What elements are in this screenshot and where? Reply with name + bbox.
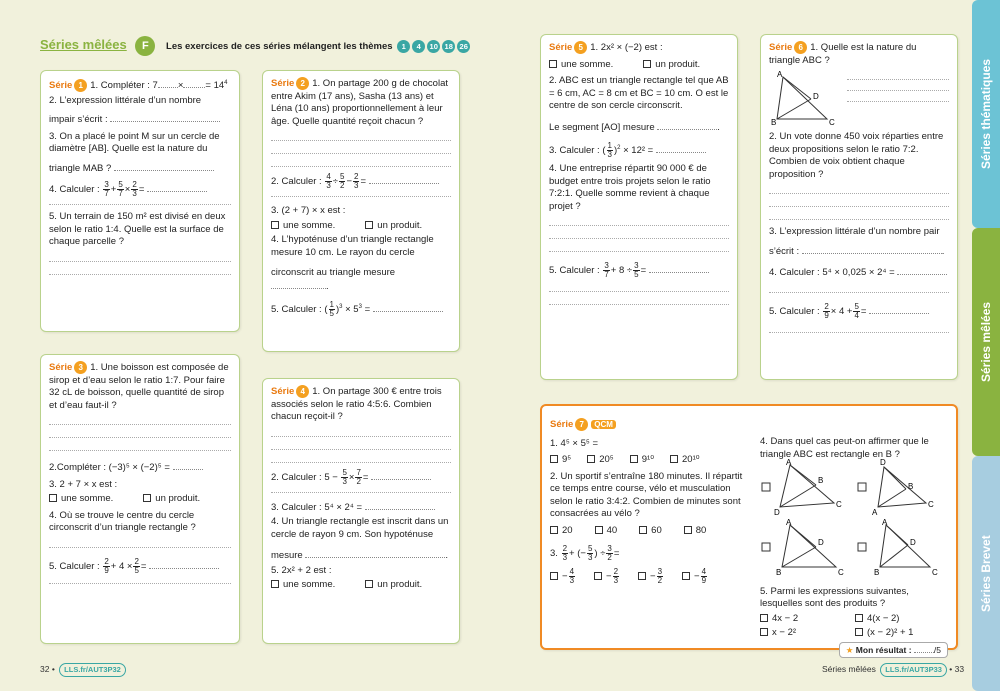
answer-line[interactable] xyxy=(49,583,231,584)
qcm-checkbox[interactable] xyxy=(855,628,863,636)
answer-line[interactable] xyxy=(549,238,729,239)
qcm-option xyxy=(550,454,571,467)
s1-q3-answer[interactable] xyxy=(114,162,214,171)
s7-q3-text: 3. xyxy=(550,548,558,560)
svg-text:D: D xyxy=(774,508,780,517)
s1-q1-exp: 4 xyxy=(224,80,228,86)
theme-badge[interactable]: 4 xyxy=(412,40,425,53)
qcm-checkbox[interactable] xyxy=(670,455,678,463)
qcm-option xyxy=(670,454,700,467)
s7-q3-checkbox[interactable] xyxy=(682,572,690,580)
s4-q5-text: 5. 2x² + 2 est : xyxy=(271,564,332,576)
svg-text:A: A xyxy=(786,518,792,527)
qcm-checkbox[interactable] xyxy=(855,614,863,622)
qcm-option-label: 20⁵ xyxy=(599,454,614,465)
s4-q4-text: 4. Un triangle rectangle est inscrit dans un cercle de rayon 9 cm. Son hypoténuse xyxy=(271,516,449,540)
serie-7-label: Série xyxy=(550,419,574,430)
qcm-checkbox[interactable] xyxy=(760,628,768,636)
footer-left xyxy=(40,663,126,678)
s1-q1-text: 1. Compléter : 7 xyxy=(90,80,158,92)
answer-line[interactable] xyxy=(847,79,949,80)
qcm-option-label: 9⁵ xyxy=(562,454,572,465)
s6-q3-answer-label: s’écrit : xyxy=(769,245,800,257)
s7-q5-text: 5. Parmi les expressions suivantes, lesquelles sont des produits ? xyxy=(760,585,909,609)
qcm-option xyxy=(855,627,950,640)
qcm-option-label: 4(x − 2) xyxy=(867,612,900,624)
answer-line[interactable] xyxy=(769,292,949,293)
footer-link-left[interactable]: LLS.fr/AUT3P32 xyxy=(59,663,126,678)
s7-q5-options xyxy=(760,613,950,640)
answer-line[interactable] xyxy=(769,332,949,333)
svg-text:C: C xyxy=(836,500,842,509)
answer-line[interactable] xyxy=(549,304,729,305)
s2-q3-text: 3. (2 + 7) × x est : xyxy=(271,205,346,216)
s3-q3-opt-product: un produit. xyxy=(155,493,201,504)
qcm-option xyxy=(855,613,950,626)
serie-2-card: Série 2 1. On partage 200 g de chocolat entre Akim (17 ans), Sasha (13 ans) et Léna (10 ans) proportionnellement à leur âge. Quelle quantité reçoit chacun ? 2. Calculer : $\frac{4}{3}$ ÷ $\frac{5}{2}$ − $\frac{2}{3}$ = 3. (2 + 7) × x est : une somme. un produit. 4. L’hypoténuse d’un triangle rectangle mesure 10 cm. Le rayon du cercle circonscrit au triangle mesure . 5. Calculer : ( $\frac{1}{5}$ )$^3 \times 5^3$ = xyxy=(262,70,460,352)
s5-q1-text: 1. 2x² × (−2) est : xyxy=(590,42,663,53)
qcm-option xyxy=(595,525,618,538)
s2-q1-text: 1. On partage 200 g de chocolat entre Akim (17 ans), Sasha (13 ans) et Léna (10 ans) proportionnellement à leur âge. Quelle quantité reçoit chacun ? xyxy=(271,78,448,127)
s1-q2-answer-label: impair s’écrit : xyxy=(49,114,108,126)
s1-q1-blank2[interactable] xyxy=(183,79,205,88)
qcm-option-label: 4x − 2 xyxy=(772,612,799,624)
answer-line[interactable] xyxy=(271,196,451,197)
serie-7-card: Série 7 QCM 1. 4⁵ × 5⁵ = 9⁵ 20⁵ 9¹⁰ 20¹⁰ 2. Un sportif s’entraîne 180 minutes. Il répartit ce temps entre course, vélo et musculation selon le ratio 3:4:2. Combien de minutes sont consacrées au vélo ? 20 40 60 80 3. $\frac{2}{3}$ + (− $\frac{5}{3}$ ) ÷ $\frac{3}{2}$ = − $\frac{4}{3}$ − $\frac{2}{3}$ − $\frac{3}{2}$ − $\frac{4}{9}$ 4. Dans quel cas peut-on affirmer que le triangle ABC est rectangle en B ? A B D C D B A C A D B C A D B C 5. Parmi les expressions suivantes, lesquelles sont des produits ? 4x − 2 4(x − 2) x − 2² (x − 2)² + 1 ★ Mon résultat : /5 xyxy=(540,404,958,650)
s5-q1-opt-sum: une somme. xyxy=(561,58,614,70)
answer-line[interactable] xyxy=(49,547,231,548)
s5-q1-checkbox-product[interactable] xyxy=(643,60,651,68)
qcm-option xyxy=(684,525,707,538)
answer-line[interactable] xyxy=(549,251,729,252)
s1-q4-answer[interactable] xyxy=(147,183,207,192)
svg-text:A: A xyxy=(872,508,878,517)
serie-7-number: 7 xyxy=(575,418,588,431)
svg-text:D: D xyxy=(818,538,824,547)
qcm-checkbox[interactable] xyxy=(630,455,638,463)
qcm-option xyxy=(639,525,662,538)
s2-q2-answer[interactable] xyxy=(369,175,439,184)
s7-q3-options: − $\frac{4}{3}$ − $\frac{2}{3}$ − $\frac{3}{2}$ − $\frac{4}{9}$ xyxy=(550,568,750,585)
svg-text:A: A xyxy=(786,458,792,467)
answer-line[interactable] xyxy=(271,462,451,463)
s7-q2-options xyxy=(550,525,750,538)
side-tabs xyxy=(970,0,1000,691)
s6-q3-answer[interactable] xyxy=(802,245,942,254)
s3-q3-text: 3. 2 + 7 × x est : xyxy=(49,478,118,490)
s7-q3-checkbox[interactable] xyxy=(550,572,558,580)
s2-q5-text: 5. Calculer : xyxy=(271,304,322,316)
tab-series-melees[interactable]: Séries mêlées xyxy=(972,228,1000,456)
answer-line[interactable] xyxy=(549,291,729,292)
qcm-option xyxy=(630,454,654,467)
answer-line[interactable] xyxy=(769,206,949,207)
qcm-checkbox[interactable] xyxy=(587,455,595,463)
s7-q4-text: 4. Dans quel cas peut-on affirmer que le triangle ABC est rectangle en B ? xyxy=(760,436,929,460)
s4-q5-checkbox-sum[interactable] xyxy=(271,580,279,588)
serie-5-label: Série xyxy=(549,42,573,53)
s5-q2-answer-label: Le segment [AO] mesure xyxy=(549,121,655,133)
s4-q5-opt-product: un produit. xyxy=(377,579,423,590)
serie-3-number: 3 xyxy=(74,361,87,374)
answer-line[interactable] xyxy=(49,424,231,425)
s3-q2-text: 2.Compléter : (−3)⁵ × (−2)⁵ = xyxy=(49,462,170,473)
answer-line[interactable] xyxy=(271,492,451,493)
answer-line[interactable] xyxy=(549,225,729,226)
serie-4-label: Série xyxy=(271,386,295,397)
s6-q4-text: 4. Calculer : 5⁴ × 0,025 × 2⁴ = xyxy=(769,267,895,278)
serie-5-card: Série 5 1. 2x² × (−2) est : une somme. un produit. 2. ABC est un triangle rectangle tel que AB = 6 cm, AC = 8 cm et BC = 10 cm. O est le centre de son cercle circonscrit. Le segment [AO] mesure . 3. Calculer : ( $\frac{1}{3}$ )$^2$ × 12² = 4. Une entreprise répartit 90 000 € de budget entre trois projets selon le ratio 7:2:1. Quelle somme revient à chaque projet ? 5. Calculer : $\frac{3}{7}$ + 8 ÷ $\frac{3}{5}$ = xyxy=(540,34,738,380)
tab-series-thematiques[interactable]: Séries thématiques xyxy=(972,0,1000,228)
qcm-checkbox[interactable] xyxy=(595,526,603,534)
serie-1-card: Série 1 1. Compléter : 7 × = $14^4$ 2. L’expression littérale d’un nombre impair s’écrit : 3. On a placé le point M sur un cercle de diamètre [AB]. Quelle est la nature du triangle MAB ? 4. Calculer : $\frac{3}{7}$ + $\frac{5}{7}$ × $\frac{2}{3}$ = 5. Un terrain de 150 m² est divisé en deux selon le ratio 1:4. Quelle est la surface de chaque parcelle ? xyxy=(40,70,240,332)
s2-q3-checkbox-sum[interactable] xyxy=(271,221,279,229)
svg-text:C: C xyxy=(928,500,934,509)
s3-q4-text: 4. Où se trouve le centre du cercle circonscrit d’un triangle rectangle ? xyxy=(49,509,196,533)
qcm-option xyxy=(760,613,855,626)
qcm-option-label: 40 xyxy=(606,524,618,536)
answer-line[interactable] xyxy=(271,436,451,437)
page-title: Séries mêlées xyxy=(40,37,127,52)
qcm-option xyxy=(587,454,614,467)
svg-text:D: D xyxy=(880,458,886,467)
svg-text:B: B xyxy=(908,482,914,491)
serie-4-card: Série 4 1. On partage 300 € entre trois associés selon le ratio 4:5:6. Combien chacun reçoit-il ? 2. Calculer : 5 − $\frac{5}{3}$ × $\frac{7}{2}$ = 3. Calculer : 5⁴ × 2⁴ = 4. Un triangle rectangle est inscrit dans un cercle de rayon 9 cm. Son hypoténuse mesure . 5. 2x² + 2 est : une somme. un produit. xyxy=(262,378,460,644)
s6-q3-text: 3. L’expression littérale d’un nombre pair xyxy=(769,226,940,237)
s3-q3-opt-sum: une somme. xyxy=(61,493,114,504)
svg-text:A: A xyxy=(777,70,783,79)
s1-q4-text: 4. Calculer : xyxy=(49,184,100,196)
s5-q3-tail: × 12² = xyxy=(623,145,654,157)
serie-2-label: Série xyxy=(271,78,295,89)
qcm-option-label: 20 xyxy=(562,524,573,536)
theme-badges xyxy=(395,41,470,52)
qcm-option xyxy=(550,525,573,538)
answer-line[interactable] xyxy=(847,90,949,91)
s2-q5-answer[interactable] xyxy=(373,303,443,312)
answer-line[interactable] xyxy=(49,450,231,451)
serie-2-number: 2 xyxy=(296,77,309,90)
qcm-option-label: x − 2² xyxy=(772,627,797,638)
qcm-option-label: (x − 2)² + 1 xyxy=(867,627,914,638)
answer-line[interactable] xyxy=(271,449,451,450)
answer-line[interactable] xyxy=(769,219,949,220)
s1-q1-times: × xyxy=(177,80,184,92)
svg-text:B: B xyxy=(776,568,782,577)
s5-q4-text: 4. Une entreprise répartit 90 000 € de budget entre trois projets selon le ratio 7:2:1. Quelle somme revient à chaque projet ? xyxy=(549,163,711,212)
qcm-checkbox[interactable] xyxy=(550,526,558,534)
s6-q2-text: 2. Un vote donne 450 voix réparties entre deux propositions selon le ratio 7:2. Combien de voix obtient chaque proposition ? xyxy=(769,131,944,180)
s4-q2-text: 2. Calculer : 5 − xyxy=(271,471,338,483)
s3-q3-checkbox-sum[interactable] xyxy=(49,494,57,502)
s3-q5-answer[interactable] xyxy=(149,560,219,569)
s2-q4-answer-label: circonscrit au triangle mesure xyxy=(271,267,396,278)
qcm-option-label: 9¹⁰ xyxy=(641,454,655,465)
s3-q2-answer[interactable] xyxy=(173,461,203,470)
svg-text:B: B xyxy=(771,118,777,127)
result-max: /5 xyxy=(933,644,941,655)
s7-q1-options xyxy=(550,454,750,467)
serie-3-card: Série 3 1. Une boisson est composée de sirop et d’eau selon le ratio 1:7. Pour faire 32 cL de boisson, quelle quantité de sirop et d’eau faut-il ? 2.Compléter : (−3)⁵ × (−2)⁵ = 3. 2 + 7 × x est : une somme. un produit. 4. Où se trouve le centre du cercle circonscrit d’un triangle rectangle ? 5. Calculer : $\frac{2}{9}$ + 4 × $\frac{2}{5}$ = xyxy=(40,354,240,644)
s4-q5-opt-sum: une somme. xyxy=(283,579,336,590)
tab-series-brevet[interactable]: Séries Brevet xyxy=(972,456,1000,691)
s5-q2-text: 2. ABC est un triangle rectangle tel que AB = 6 cm, AC = 8 cm et BC = 10 cm. O est le centre de son cercle circonscrit. xyxy=(549,75,729,111)
serie-3-label: Série xyxy=(49,362,73,373)
serie-5-number: 5 xyxy=(574,41,587,54)
qcm-checkbox[interactable] xyxy=(684,526,692,534)
qcm-option xyxy=(760,627,855,640)
svg-text:D: D xyxy=(813,92,819,101)
header-intro: Les exercices de ces séries mélangent les thèmes xyxy=(166,41,393,52)
s1-q3-answer-label: triangle MAB ? xyxy=(49,162,112,174)
s6-q1-text: 1. Quelle est la nature du triangle ABC ? xyxy=(769,42,917,66)
answer-line[interactable] xyxy=(49,274,231,275)
s4-q1-text: 1. On partage 300 € entre trois associés selon le ratio 4:5:6. Combien chacun reçoit-il ? xyxy=(271,386,442,422)
s7-q3-checkbox[interactable] xyxy=(638,572,646,580)
s7-q3-checkbox[interactable] xyxy=(594,572,602,580)
star-icon: ★ xyxy=(845,644,854,655)
footer-section: Séries mêlées xyxy=(822,663,876,674)
svg-text:D: D xyxy=(910,538,916,547)
svg-text:C: C xyxy=(932,568,938,577)
s1-q1-blank[interactable] xyxy=(158,79,178,88)
serie-1-number: 1 xyxy=(74,79,87,92)
theme-badge[interactable]: 18 xyxy=(442,40,455,53)
s2-q2-text: 2. Calculer : xyxy=(271,176,322,188)
s2-q4-text: 4. L’hypoténuse d’un triangle rectangle mesure 10 cm. Le rayon du cercle xyxy=(271,234,434,258)
answer-line[interactable] xyxy=(49,437,231,438)
answer-line[interactable] xyxy=(271,140,451,141)
s5-q1-checkbox-sum[interactable] xyxy=(549,60,557,68)
serie-6-card: Série 6 1. Quelle est la nature du triangle ABC ? A B C D 2. Un vote donne 450 voix réparties entre deux propositions selon le ratio 7:2. Combien de voix obtient chaque proposition ? 3. L’expression littérale d’un nombre pair s’écrit : . 4. Calculer : 5⁴ × 0,025 × 2⁴ = 5. Calculer : $\frac{2}{9}$ × 4 + $\frac{5}{4}$ = xyxy=(760,34,958,380)
s3-q1-text: 1. Une boisson est composée de sirop et d’eau selon le ratio 1:7. Pour faire 32 cL de boisson, quelle quantité de sirop et d’eau faut-il ? xyxy=(49,362,229,411)
footer-right xyxy=(822,663,964,678)
footer-link-right[interactable]: LLS.fr/AUT3P33 xyxy=(880,663,947,678)
answer-line[interactable] xyxy=(271,166,451,167)
page-number-right: • 33 xyxy=(949,663,965,674)
result-box xyxy=(839,642,948,659)
s2-q4-answer[interactable] xyxy=(271,280,326,289)
s5-q3-answer[interactable] xyxy=(656,144,706,153)
qcm-checkbox[interactable] xyxy=(639,526,647,534)
s1-q1-result: = 14 xyxy=(205,80,225,92)
result-input[interactable] xyxy=(914,644,934,653)
s4-q4-answer[interactable] xyxy=(305,549,445,558)
s7-q2-text: 2. Un sportif s’entraîne 180 minutes. Il répartit ce temps entre course, vélo et musculation selon le ratio 3:4:2. Combien de minutes sont consacrées au vélo ? xyxy=(550,470,743,519)
s2-q3-opt-product: un produit. xyxy=(377,219,423,231)
svg-text:B: B xyxy=(818,476,824,485)
s7-q1-text: 1. 4⁵ × 5⁵ = xyxy=(550,437,599,449)
s1-q2-answer[interactable] xyxy=(110,113,220,122)
s5-q5-text: 5. Calculer : xyxy=(549,265,600,277)
answer-line[interactable] xyxy=(271,153,451,154)
s1-q3-text: 3. On a placé le point M sur un cercle de diamètre [AB]. Quelle est la nature du xyxy=(49,130,220,155)
qcm-option-label: 60 xyxy=(651,524,662,536)
serie-1-label: Série xyxy=(49,80,73,92)
svg-text:C: C xyxy=(838,568,844,577)
answer-line[interactable] xyxy=(49,261,231,262)
svg-text:C: C xyxy=(829,118,835,127)
answer-line[interactable] xyxy=(769,193,949,194)
serie-4-number: 4 xyxy=(296,385,309,398)
s5-q3-text: 3. Calculer : xyxy=(549,145,600,157)
s5-q1-opt-product: un produit. xyxy=(655,58,701,70)
s3-q5-text: 5. Calculer : xyxy=(49,560,100,572)
s4-q4-answer-label: mesure xyxy=(271,550,303,561)
s3-q3-checkbox-product[interactable] xyxy=(143,494,151,502)
s2-q3-checkbox-product[interactable] xyxy=(365,221,373,229)
s1-q2-text: 2. L’expression littérale d’un nombre xyxy=(49,94,202,106)
theme-badge[interactable]: 1 xyxy=(397,40,410,53)
s5-q5-answer[interactable] xyxy=(649,264,709,273)
s6-q5-text: 5. Calculer : xyxy=(769,305,820,317)
s4-q2-answer[interactable] xyxy=(371,471,431,480)
theme-badge[interactable]: 26 xyxy=(457,40,470,53)
qcm-checkbox[interactable] xyxy=(550,455,558,463)
theme-badge[interactable]: 10 xyxy=(427,40,440,53)
qcm-badge: QCM xyxy=(591,420,616,429)
qcm-checkbox[interactable] xyxy=(760,614,768,622)
s4-q5-checkbox-product[interactable] xyxy=(365,580,373,588)
s5-q2-answer[interactable] xyxy=(657,121,717,130)
s4-q3-answer[interactable] xyxy=(365,501,435,510)
serie-6-label: Série xyxy=(769,42,793,53)
answer-line[interactable] xyxy=(49,204,231,205)
s4-q3-text: 3. Calculer : 5⁴ × 2⁴ = xyxy=(271,501,363,513)
page-header xyxy=(40,36,470,56)
qcm-option-label: 20¹⁰ xyxy=(682,454,700,465)
s6-q4-answer[interactable] xyxy=(897,266,947,275)
s2-q3-opt-sum: une somme. xyxy=(283,219,336,231)
serie-6-number: 6 xyxy=(794,41,807,54)
s7-q4-figures xyxy=(760,458,950,581)
answer-line[interactable] xyxy=(847,101,949,102)
s6-q5-answer[interactable] xyxy=(869,305,929,314)
result-label: Mon résultat : xyxy=(855,644,912,655)
svg-text:B: B xyxy=(874,568,880,577)
header-badge: F xyxy=(135,36,155,56)
s6-triangle-figure xyxy=(769,69,839,127)
qcm-option-label: 80 xyxy=(695,524,707,536)
s1-q5-text: 5. Un terrain de 150 m² est divisé en deux selon le ratio 1:4. Quelle est la surface de chaque parcelle ? xyxy=(49,211,226,248)
page-number-left: 32 • xyxy=(40,663,55,674)
svg-text:A: A xyxy=(882,518,888,527)
